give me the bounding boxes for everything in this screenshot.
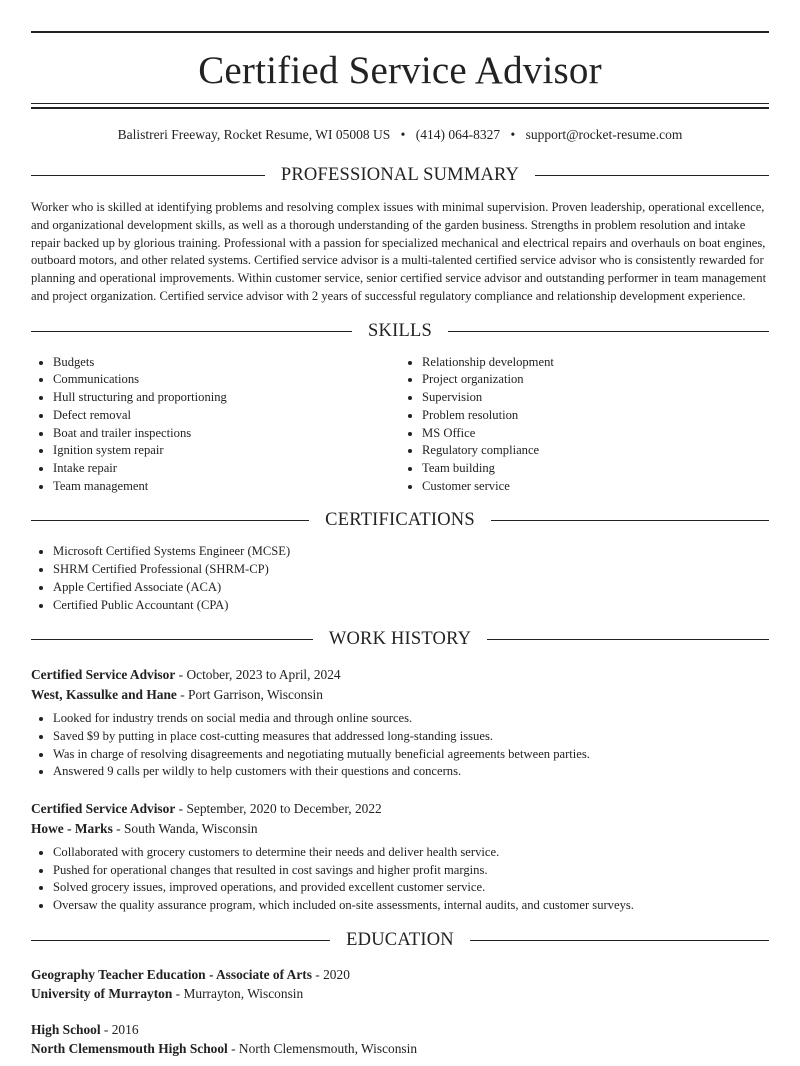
certification-item: • Apple Certified Associate (ACA) — [53, 579, 769, 597]
skill-item: • Defect removal — [53, 407, 400, 425]
section-header-certifications — [31, 508, 769, 532]
section-header-skills — [31, 320, 769, 344]
section-header-summary — [31, 163, 769, 187]
job-bullet: • Oversaw the quality assurance program, which included on-site assessments, internal audits, and customer surveys. — [53, 897, 769, 915]
skill-item: • Ignition system repair — [53, 442, 400, 460]
job-company-line — [31, 819, 769, 839]
skill-item: • Boat and trailer inspections — [53, 425, 400, 443]
job-bullet: • Answered 9 calls per wildly to help customers with their questions and concerns. — [53, 763, 769, 781]
skill-item: • Communications — [53, 371, 400, 389]
top-divider — [31, 31, 769, 33]
education-entry — [31, 965, 769, 1004]
job-bullet: • Solved grocery issues, improved operations, and provided excellent customer service. — [53, 879, 769, 897]
skill-item: • Problem resolution — [422, 407, 769, 425]
section-header-education — [31, 929, 769, 953]
skill-item: • Team building — [422, 460, 769, 478]
skill-item: • Regulatory compliance — [422, 442, 769, 460]
job-entry — [31, 799, 769, 915]
education-school: North Clemensmouth High School — [31, 1041, 228, 1057]
contact-separator: • — [510, 127, 516, 142]
education-school-line — [31, 984, 769, 1004]
education-degree: High School — [31, 1021, 101, 1037]
certifications-list — [31, 543, 769, 614]
job-location: - Port Garrison, Wisconsin — [176, 686, 323, 702]
certification-item: • SHRM Certified Professional (SHRM-CP) — [53, 561, 769, 579]
job-bullet: • Looked for industry trends on social media and through online sources. — [53, 710, 769, 728]
skill-item: • Customer service — [422, 478, 769, 496]
education-school: University of Murrayton — [31, 986, 173, 1002]
section-rule — [31, 520, 309, 521]
skill-item: • Budgets — [53, 354, 400, 372]
resume-title: Certified Service Advisor — [198, 49, 602, 92]
job-company: Howe - Marks — [31, 820, 113, 836]
section-rule — [491, 520, 769, 521]
education-school-line — [31, 1039, 769, 1059]
job-role-line — [31, 665, 769, 685]
skill-item: • Hull structuring and proportioning — [53, 389, 400, 407]
job-bullets — [31, 844, 769, 915]
job-bullet: • Saved $9 by putting in place cost-cutting measures that addressed long-standing issues. — [53, 728, 769, 746]
education-degree-line — [31, 1020, 769, 1040]
job-company-line — [31, 685, 769, 705]
certification-item: • Microsoft Certified Systems Engineer (MCSE) — [53, 543, 769, 561]
section-rule — [31, 639, 313, 640]
job-bullet: • Was in charge of resolving disagreements and negotiating mutually beneficial agreements between parties. — [53, 746, 769, 764]
section-rule — [470, 940, 769, 941]
job-dates: - September, 2020 to December, 2022 — [175, 801, 382, 817]
section-rule — [31, 331, 352, 332]
education-location: - Murrayton, Wisconsin — [172, 986, 304, 1002]
section-rule — [448, 331, 769, 332]
section-rule — [31, 175, 265, 176]
section-title: EDUCATION — [346, 930, 454, 951]
education-year: - 2020 — [311, 966, 350, 982]
skill-item: • Supervision — [422, 389, 769, 407]
contact-address: Balistreri Freeway, Rocket Resume, WI 05008 US — [117, 127, 391, 142]
job-role: Certified Service Advisor — [31, 801, 176, 817]
section-rule — [535, 175, 769, 176]
education-location: - North Clemensmouth, Wisconsin — [227, 1041, 418, 1057]
education-degree-line — [31, 965, 769, 985]
section-rule — [487, 639, 769, 640]
title-divider — [31, 103, 769, 109]
certification-item: • Certified Public Accountant (CPA) — [53, 597, 769, 615]
skills-list-right — [400, 354, 769, 496]
section-title: SKILLS — [368, 321, 432, 342]
job-role: Certified Service Advisor — [31, 667, 176, 683]
skill-item: • Intake repair — [53, 460, 400, 478]
job-company: West, Kassulke and Hane — [31, 686, 177, 702]
skill-item: • Project organization — [422, 371, 769, 389]
job-dates: - October, 2023 to April, 2024 — [175, 667, 341, 683]
resume-page — [31, 31, 769, 1059]
job-bullet: • Collaborated with grocery customers to determine their needs and deliver health service. — [53, 844, 769, 862]
job-bullet: • Pushed for operational changes that resulted in cost savings and higher profit margins. — [53, 862, 769, 880]
summary-text: Worker who is skilled at identifying problems and resolving complex issues with minimal supervision. Proven leadership, operational excellence, and organizational development skills, as well as a thorough understanding of the garden business. Strengths in problem resolution and intake repair backed up by glorious training. Professional with a passion for specialized mechanical and electrical repairs and overhauls on boat engines, outboard motors, and other related systems. Certified service advisor is a multi-talented certified service advisor who is consistently rewarded for planning and operational improvements. Within customer service, senior certified service advisor and outstanding performer in team management and project organization. Certified service advisor with 2 years of successful regulatory compliance and relationship development experience. — [31, 200, 767, 303]
job-location: - South Wanda, Wisconsin — [112, 820, 258, 836]
section-title: CERTIFICATIONS — [325, 509, 475, 530]
education-year: - 2016 — [100, 1021, 139, 1037]
skill-item: • Team management — [53, 478, 400, 496]
section-title: PROFESSIONAL SUMMARY — [280, 164, 520, 185]
section-rule — [31, 940, 330, 941]
job-entry — [31, 665, 769, 781]
skills-list-left — [31, 354, 400, 496]
skills-columns — [31, 354, 769, 496]
skill-item: • MS Office — [422, 425, 769, 443]
contact-phone: (414) 064-8327 — [415, 127, 501, 142]
section-title: WORK HISTORY — [328, 628, 472, 649]
contact-separator: • — [400, 127, 406, 142]
job-bullets — [31, 710, 769, 781]
contact-line — [31, 127, 769, 143]
job-role-line — [31, 799, 769, 819]
skill-item: • Relationship development — [422, 354, 769, 372]
section-header-work — [31, 627, 769, 651]
education-degree: Geography Teacher Education - Associate of Arts — [31, 966, 312, 982]
education-entry — [31, 1020, 769, 1059]
contact-email: support@rocket-resume.com — [525, 127, 683, 142]
